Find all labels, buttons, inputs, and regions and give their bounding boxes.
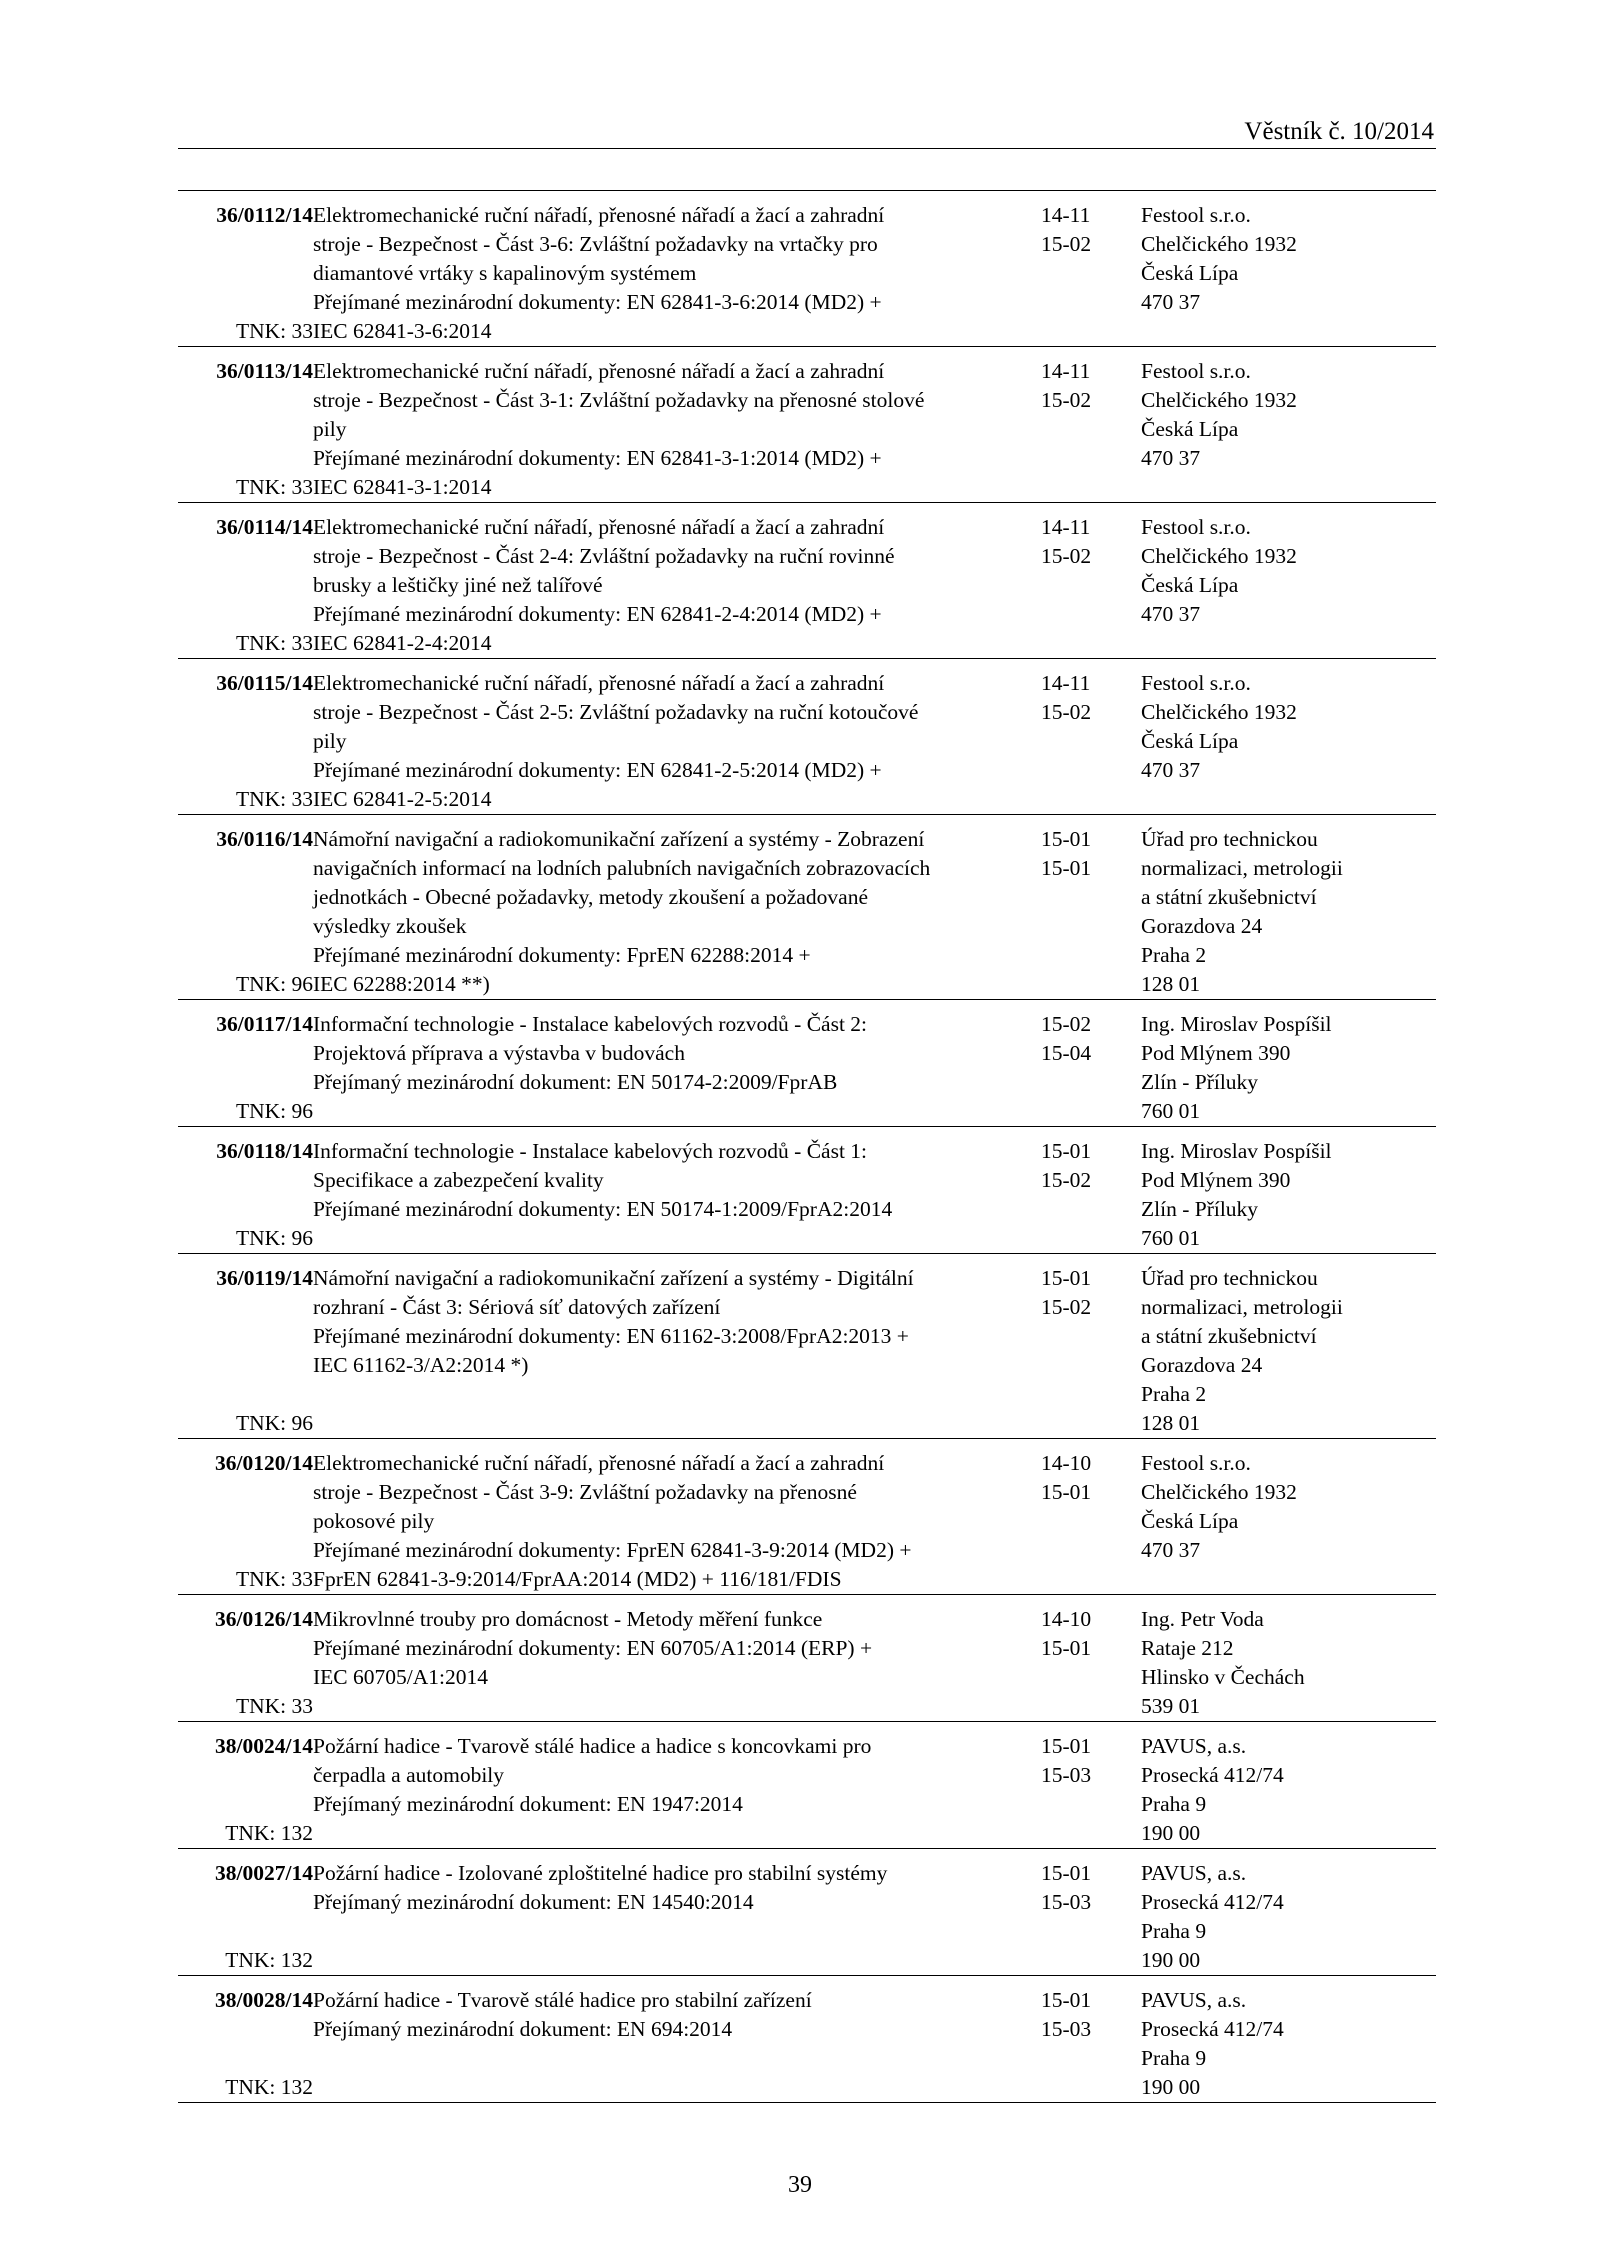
record-title-cell [313,1976,1041,2103]
record-date-end: 15-02 [1041,1168,1092,1192]
record-id-cell [178,1127,313,1254]
address-line: 539 01 [1141,1694,1201,1718]
table-row [178,347,1436,503]
table-row [178,1849,1436,1976]
address-line: Úřad pro technickou [1141,827,1318,851]
address-line: Chelčického 1932 [1141,232,1297,256]
record-number: 38/0027/14 [215,1861,313,1885]
record-date-end: 15-02 [1041,544,1092,568]
record-tnk: TNK: 132 [225,2075,313,2099]
address-line: Praha 9 [1141,1919,1207,1943]
page-number: 39 [788,2172,812,2198]
record-id-cell [178,659,313,815]
record-title-cell [313,503,1041,659]
record-date-end: 15-02 [1041,1295,1092,1319]
record-tnk: TNK: 33 [235,631,313,655]
record-number: 36/0116/14 [216,827,313,851]
record-date-start: 14-10 [1041,1607,1092,1631]
record-number: 36/0114/14 [216,515,313,539]
address-line: Česká Lípa [1141,573,1239,597]
address-line: Festool s.r.o. [1141,515,1251,539]
address-line: Festool s.r.o. [1141,359,1251,383]
address-line: 470 37 [1141,1538,1201,1562]
record-date-start: 14-11 [1041,671,1091,695]
record-tnk: TNK: 33 [235,787,313,811]
table-row [178,1595,1436,1722]
record-id-cell [178,815,313,1000]
record-dates-cell [1041,347,1141,503]
record-date-start: 14-11 [1041,515,1091,539]
table-row [178,503,1436,659]
record-address-cell [1141,347,1436,503]
record-address-cell [1141,1000,1436,1127]
record-title: Elektromechanické ruční nářadí, přenosné nářadí a žací a zahradní stroje - Bezpečnost - Část 3-9: Zvláštní požadavky na přenosné pokosové pily [313,1451,885,1533]
record-number: 36/0113/14 [216,359,313,383]
journal-issue-title: Věstník č. 10/2014 [1244,118,1434,145]
record-title: Elektromechanické ruční nářadí, přenosné nářadí a žací a zahradní stroje - Bezpečnost - Část 2-4: Zvláštní požadavky na ruční rovinné brusky a leštičky jiné než talířové [313,515,895,597]
address-line: 190 00 [1141,2075,1201,2099]
record-documents: Přejímané mezinárodní dokumenty: FprEN 62288:2014 + IEC 62288:2014 **) [313,943,811,996]
address-line: 128 01 [1141,1411,1201,1435]
record-address-cell [1141,1439,1436,1595]
record-tnk: TNK: 33 [235,1567,313,1591]
record-id-cell [178,503,313,659]
record-dates-cell [1041,1595,1141,1722]
record-title-cell [313,1127,1041,1254]
record-address-cell [1141,1595,1436,1722]
record-title-cell [313,1595,1041,1722]
address-line: PAVUS, a.s. [1141,1988,1247,2012]
address-line: Ing. Petr Voda [1141,1607,1264,1631]
record-dates-cell [1041,191,1141,347]
record-title-cell [313,1254,1041,1439]
table-row [178,1127,1436,1254]
page-header [178,116,1436,149]
address-line: Chelčického 1932 [1141,1480,1297,1504]
record-date-end: 15-01 [1041,1480,1092,1504]
record-id-cell [178,1254,313,1439]
record-title: Požární hadice - Tvarově stálé hadice pro stabilní zařízení [313,1988,812,2012]
record-title: Požární hadice - Izolované zploštitelné hadice pro stabilní systémy [313,1861,888,1885]
record-date-start: 15-01 [1041,1861,1092,1885]
record-number: 38/0028/14 [215,1988,313,2012]
record-date-end: 15-03 [1041,1763,1092,1787]
record-title: Námořní navigační a radiokomunikační zařízení a systémy - Zobrazení navigačních informací na lodních palubních navigačních zobrazovacích jednotkách - Obecné požadavky, metody zkoušení a požadované výsledky zkoušek [313,827,931,938]
record-date-end: 15-03 [1041,2017,1092,2041]
record-number: 36/0112/14 [216,203,313,227]
table-row [178,1976,1436,2103]
record-documents: Přejímané mezinárodní dokumenty: EN 50174-1:2009/FprA2:2014 [313,1197,893,1221]
record-tnk: TNK: 33 [235,1694,313,1718]
address-line: Rataje 212 [1141,1636,1234,1660]
record-tnk: TNK: 132 [225,1948,313,1972]
record-title: Elektromechanické ruční nářadí, přenosné nářadí a žací a zahradní stroje - Bezpečnost - Část 3-6: Zvláštní požadavky na vrtačky pro diamantové vrtáky s kapalinovým systémem [313,203,885,285]
address-line: Česká Lípa [1141,417,1239,441]
table-row [178,1254,1436,1439]
record-title-cell [313,815,1041,1000]
record-date-end: 15-02 [1041,232,1092,256]
address-line: Praha 9 [1141,1792,1207,1816]
standards-table-body [178,191,1436,2103]
record-dates-cell [1041,1976,1141,2103]
address-line: 470 37 [1141,602,1201,626]
record-number: 36/0117/14 [216,1012,313,1036]
record-dates-cell [1041,1439,1141,1595]
record-title-cell [313,1722,1041,1849]
record-address-cell [1141,1127,1436,1254]
record-date-start: 15-02 [1041,1012,1092,1036]
record-address-cell [1141,1849,1436,1976]
address-line: Úřad pro technickou [1141,1266,1318,1290]
record-documents: Přejímané mezinárodní dokumenty: EN 60705/A1:2014 (ERP) + IEC 60705/A1:2014 [313,1636,873,1689]
record-title: Námořní navigační a radiokomunikační zařízení a systémy - Digitální rozhraní - Část 3: Sériová síť datových zařízení [313,1266,914,1319]
record-documents: Přejímané mezinárodní dokumenty: EN 62841-2-5:2014 (MD2) + IEC 62841-2-5:2014 [313,758,882,811]
address-line: Chelčického 1932 [1141,700,1297,724]
record-title: Požární hadice - Tvarově stálé hadice a hadice s koncovkami pro čerpadla a automobily [313,1734,872,1787]
record-documents: Přejímaný mezinárodní dokument: EN 1947:2014 [313,1792,743,1816]
record-title: Mikrovlnné trouby pro domácnost - Metody měření funkce [313,1607,823,1631]
record-dates-cell [1041,1254,1141,1439]
record-id-cell [178,1976,313,2103]
address-line: Zlín - Příluky [1141,1197,1259,1221]
address-line: normalizaci, metrologii [1141,1295,1343,1319]
record-number: 36/0118/14 [216,1139,313,1163]
record-id-cell [178,1849,313,1976]
record-date-end: 15-04 [1041,1041,1092,1065]
address-line: PAVUS, a.s. [1141,1734,1247,1758]
address-line: 190 00 [1141,1948,1201,1972]
record-date-end: 15-02 [1041,700,1092,724]
address-line: 470 37 [1141,446,1201,470]
address-line: Pod Mlýnem 390 [1141,1168,1291,1192]
record-date-start: 14-10 [1041,1451,1092,1475]
table-row [178,1722,1436,1849]
address-line: Prosecká 412/74 [1141,1763,1284,1787]
address-line: Gorazdova 24 [1141,1353,1263,1377]
record-address-cell [1141,191,1436,347]
record-title: Informační technologie - Instalace kabelových rozvodů - Část 1: Specifikace a zabezpečení kvality [313,1139,868,1192]
record-date-end: 15-03 [1041,1890,1092,1914]
address-line: Chelčického 1932 [1141,544,1297,568]
record-dates-cell [1041,1127,1141,1254]
address-line: 190 00 [1141,1821,1201,1845]
record-title-cell [313,191,1041,347]
table-row [178,1439,1436,1595]
record-documents: Přejímané mezinárodní dokumenty: EN 62841-2-4:2014 (MD2) + IEC 62841-2-4:2014 [313,602,882,655]
standards-table [178,190,1436,2103]
record-dates-cell [1041,815,1141,1000]
address-line: Zlín - Příluky [1141,1070,1259,1094]
address-line: Festool s.r.o. [1141,203,1251,227]
record-number: 38/0024/14 [215,1734,313,1758]
address-line: 760 01 [1141,1226,1201,1250]
address-line: Praha 2 [1141,1382,1207,1406]
record-id-cell [178,1722,313,1849]
record-address-cell [1141,1722,1436,1849]
record-date-start: 14-11 [1041,203,1091,227]
address-line: Festool s.r.o. [1141,1451,1251,1475]
address-line: Praha 9 [1141,2046,1207,2070]
record-date-end: 15-01 [1041,1636,1092,1660]
record-title-cell [313,1849,1041,1976]
address-line: Gorazdova 24 [1141,914,1263,938]
address-line: Ing. Miroslav Pospíšil [1141,1139,1332,1163]
record-date-start: 15-01 [1041,1139,1092,1163]
table-row [178,659,1436,815]
table-row [178,815,1436,1000]
record-id-cell [178,191,313,347]
address-line: Ing. Miroslav Pospíšil [1141,1012,1332,1036]
record-date-start: 15-01 [1041,827,1092,851]
record-tnk: TNK: 96 [235,1226,313,1250]
address-line: Chelčického 1932 [1141,388,1297,412]
record-dates-cell [1041,503,1141,659]
record-tnk: TNK: 132 [225,1821,313,1845]
record-address-cell [1141,503,1436,659]
record-tnk: TNK: 96 [235,1099,313,1123]
record-dates-cell [1041,659,1141,815]
record-date-start: 14-11 [1041,359,1091,383]
record-id-cell [178,347,313,503]
record-date-start: 15-01 [1041,1988,1092,2012]
record-number: 36/0115/14 [216,671,313,695]
address-line: 470 37 [1141,758,1201,782]
record-dates-cell [1041,1722,1141,1849]
record-tnk: TNK: 33 [235,319,313,343]
record-id-cell [178,1595,313,1722]
record-documents: Přejímaný mezinárodní dokument: EN 14540:2014 [313,1890,754,1914]
address-line: Festool s.r.o. [1141,671,1251,695]
record-tnk: TNK: 96 [235,1411,313,1435]
record-date-end: 15-01 [1041,856,1092,880]
address-line: 760 01 [1141,1099,1201,1123]
record-date-start: 15-01 [1041,1734,1092,1758]
record-title: Informační technologie - Instalace kabelových rozvodů - Část 2: Projektová příprava a výstavba v budovách [313,1012,868,1065]
address-line: Prosecká 412/74 [1141,2017,1284,2041]
record-title-cell [313,347,1041,503]
address-line: Česká Lípa [1141,1509,1239,1533]
record-documents: Přejímané mezinárodní dokumenty: EN 62841-3-6:2014 (MD2) + IEC 62841-3-6:2014 [313,290,882,343]
address-line: normalizaci, metrologii [1141,856,1343,880]
record-tnk: TNK: 96 [235,972,313,996]
table-row [178,1000,1436,1127]
record-dates-cell [1041,1849,1141,1976]
record-number: 36/0120/14 [215,1451,313,1475]
record-title-cell [313,659,1041,815]
record-documents: Přejímaný mezinárodní dokument: EN 50174-2:2009/FprAB [313,1070,838,1094]
address-line: a státní zkušebnictví [1141,1324,1317,1348]
record-title-cell [313,1000,1041,1127]
record-date-start: 15-01 [1041,1266,1092,1290]
address-line: Česká Lípa [1141,261,1239,285]
record-documents: Přejímaný mezinárodní dokument: EN 694:2014 [313,2017,733,2041]
address-line: 128 01 [1141,972,1201,996]
address-line: a státní zkušebnictví [1141,885,1317,909]
record-tnk: TNK: 33 [235,475,313,499]
address-line: Prosecká 412/74 [1141,1890,1284,1914]
address-line: 470 37 [1141,290,1201,314]
record-address-cell [1141,1254,1436,1439]
record-title: Elektromechanické ruční nářadí, přenosné nářadí a žací a zahradní stroje - Bezpečnost - Část 3-1: Zvláštní požadavky na přenosné stolové pily [313,359,925,441]
record-documents: Přejímané mezinárodní dokumenty: FprEN 62841-3-9:2014 (MD2) + FprEN 62841-3-9:2014/FprAA:2014 (MD2) + 116/181/FDIS [313,1538,912,1591]
record-dates-cell [1041,1000,1141,1127]
address-line: Pod Mlýnem 390 [1141,1041,1291,1065]
address-line: PAVUS, a.s. [1141,1861,1247,1885]
record-date-end: 15-02 [1041,388,1092,412]
record-address-cell [1141,659,1436,815]
record-documents: Přejímané mezinárodní dokumenty: EN 61162-3:2008/FprA2:2013 + IEC 61162-3/A2:2014 *) [313,1324,909,1377]
record-id-cell [178,1439,313,1595]
record-title-cell [313,1439,1041,1595]
record-title: Elektromechanické ruční nářadí, přenosné nářadí a žací a zahradní stroje - Bezpečnost - Část 2-5: Zvláštní požadavky na ruční kotoučové pily [313,671,919,753]
record-id-cell [178,1000,313,1127]
table-row [178,191,1436,347]
record-address-cell [1141,1976,1436,2103]
address-line: Praha 2 [1141,943,1207,967]
address-line: Hlinsko v Čechách [1141,1665,1305,1689]
record-address-cell [1141,815,1436,1000]
record-number: 36/0119/14 [216,1266,313,1290]
address-line: Česká Lípa [1141,729,1239,753]
record-number: 36/0126/14 [215,1607,313,1631]
record-documents: Přejímané mezinárodní dokumenty: EN 62841-3-1:2014 (MD2) + IEC 62841-3-1:2014 [313,446,882,499]
